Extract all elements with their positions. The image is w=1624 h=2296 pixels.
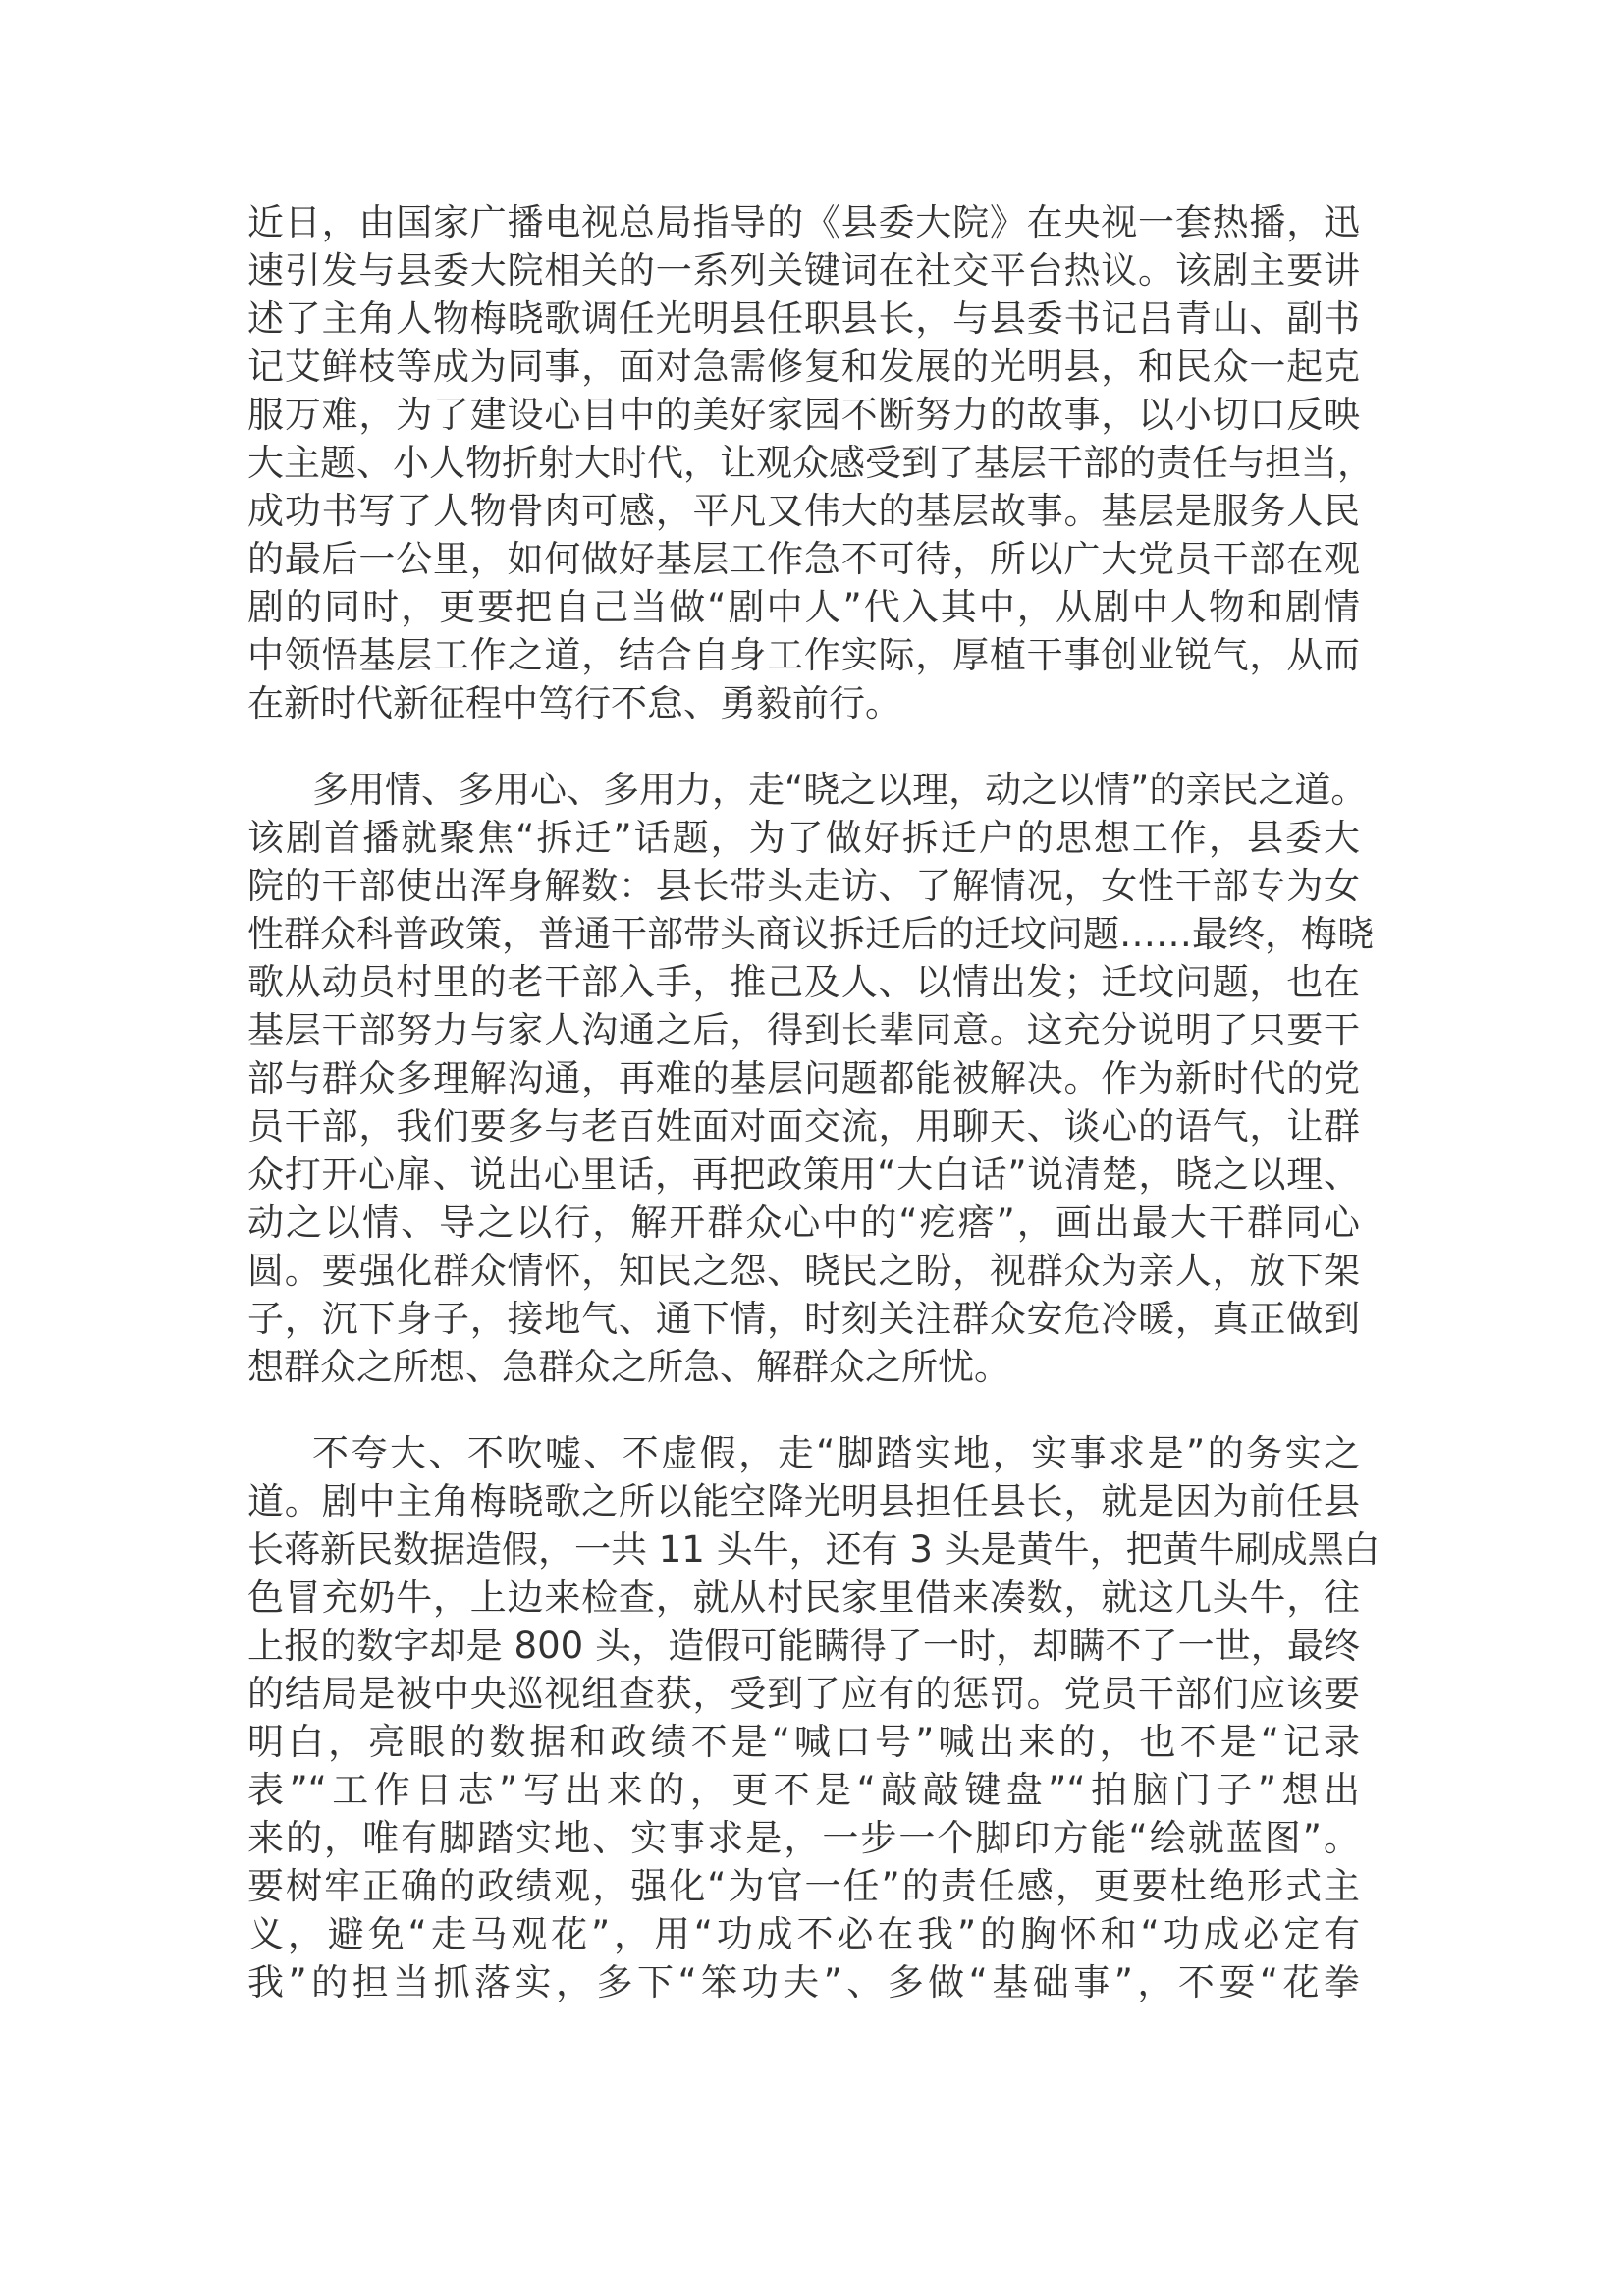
text-line: 中领悟基层工作之道，结合自身工作实际，厚植干事创业锐气，从而	[247, 634, 1360, 676]
text-line: 上报的数字却是 800 头，造假可能瞒得了一时，却瞒不了一世，最终	[247, 1625, 1360, 1667]
text-line: 该剧首播就聚焦“拆迁”话题，为了做好拆迁户的思想工作，县委大	[247, 817, 1360, 859]
text-line: 想群众之所想、急群众之所急、解群众之所忧。	[247, 1346, 1010, 1388]
text-line: 的结局是被中央巡视组查获，受到了应有的惩罚。党员干部们应该要	[247, 1673, 1360, 1715]
text-line: 义，避免“走马观花”，用“功成不必在我”的胸怀和“功成必定有	[247, 1913, 1360, 1955]
text-line: 速引发与县委大院相关的一系列关键词在社交平台热议。该剧主要讲	[247, 249, 1360, 292]
text-line: 圆。要强化群众情怀，知民之怨、晓民之盼，视群众为亲人，放下架	[247, 1250, 1360, 1292]
text-line: 长蒋新民数据造假，一共 11 头牛，还有 3 头是黄牛，把黄牛刷成黑白	[247, 1528, 1380, 1571]
text-line: 部与群众多理解沟通，再难的基层问题都能被解决。作为新时代的党	[247, 1057, 1360, 1099]
text-line: 表”“工作日志”写出来的，更不是“敲敲键盘”“拍脑门子”想出	[247, 1769, 1360, 1811]
text-line: 来的，唯有脚踏实地、实事求是，一步一个脚印方能“绘就蓝图”。	[247, 1817, 1360, 1859]
text-line: 要树牢正确的政绩观，强化“为官一任”的责任感，更要杜绝形式主	[247, 1865, 1360, 1907]
text-line: 员干部，我们要多与老百姓面对面交流，用聊天、谈心的语气，让群	[247, 1105, 1360, 1148]
paragraph-2	[247, 766, 1374, 1391]
text-line: 动之以情、导之以行，解开群众心中的“疙瘩”，画出最大干群同心	[247, 1201, 1360, 1244]
text-line: 不夸大、不吹嘘、不虚假，走“脚踏实地，实事求是”的务实之	[312, 1432, 1360, 1474]
document-page	[247, 198, 1380, 2045]
text-line: 歌从动员村里的老干部入手，推己及人、以情出发；迁坟问题，也在	[247, 961, 1360, 1003]
text-line: 道。剧中主角梅晓歌之所以能空降光明县担任县长，就是因为前任县	[247, 1480, 1360, 1522]
text-line: 大主题、小人物折射大时代，让观众感受到了基层干部的责任与担当，	[247, 442, 1374, 484]
paragraph-3	[247, 1429, 1380, 2006]
text-line: 众打开心扉、说出心里话，再把政策用“大白话”说清楚，晓之以理、	[247, 1153, 1360, 1196]
text-line: 院的干部使出浑身解数：县长带头走访、了解情况，女性干部专为女	[247, 865, 1360, 907]
text-line: 记艾鲜枝等成为同事，面对急需修复和发展的光明县，和民众一起克	[247, 346, 1360, 388]
text-line: 述了主角人物梅晓歌调任光明县任职县长，与县委书记吕青山、副书	[247, 297, 1360, 340]
text-line: 我”的担当抓落实，多下“笨功夫”、多做“基础事”，不耍“花拳	[247, 1961, 1360, 2003]
text-line: 多用情、多用心、多用力，走“晓之以理，动之以情”的亲民之道。	[312, 769, 1368, 811]
paragraph-1	[247, 198, 1374, 727]
text-line: 的最后一公里，如何做好基层工作急不可待，所以广大党员干部在观	[247, 538, 1360, 580]
text-line: 子，沉下身子，接地气、通下情，时刻关注群众安危冷暖，真正做到	[247, 1298, 1360, 1340]
text-line: 成功书写了人物骨肉可感，平凡又伟大的基层故事。基层是服务人民	[247, 490, 1360, 532]
text-line: 基层干部努力与家人沟通之后，得到长辈同意。这充分说明了只要干	[247, 1009, 1360, 1051]
text-line: 性群众科普政策，普通干部带头商议拆迁后的迁坟问题……最终，梅晓	[247, 913, 1374, 955]
text-line: 色冒充奶牛，上边来检查，就从村民家里借来凑数，就这几头牛，往	[247, 1576, 1360, 1619]
text-line: 在新时代新征程中笃行不怠、勇毅前行。	[247, 682, 901, 724]
text-line: 近日，由国家广播电视总局指导的《县委大院》在央视一套热播，迅	[247, 201, 1360, 243]
text-line: 明白，亮眼的数据和政绩不是“喊口号”喊出来的，也不是“记录	[247, 1721, 1360, 1763]
text-line: 服万难，为了建设心目中的美好家园不断努力的故事，以小切口反映	[247, 394, 1360, 436]
text-line: 剧的同时，更要把自己当做“剧中人”代入其中，从剧中人物和剧情	[247, 586, 1360, 628]
